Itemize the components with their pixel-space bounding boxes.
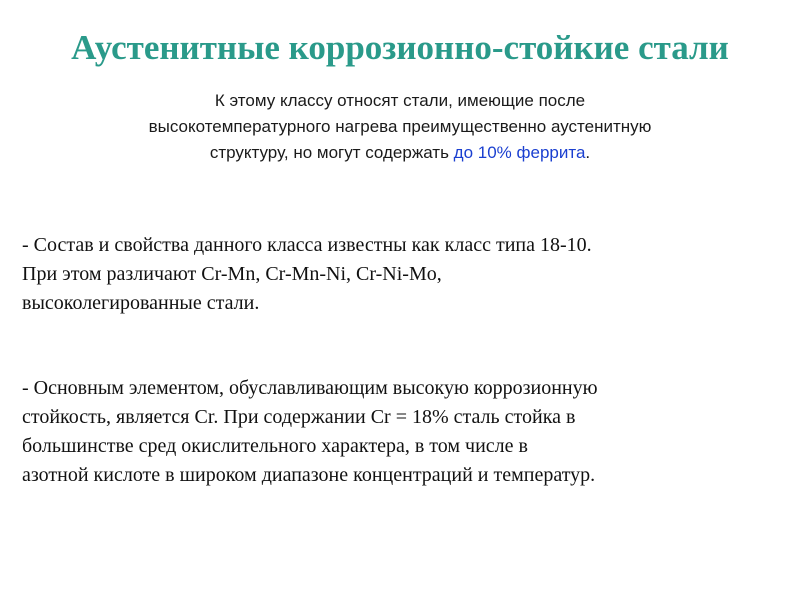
paragraph-line: При этом различают Cr-Mn, Cr-Mn-Ni, Cr-Ni-Mo, bbox=[22, 263, 442, 285]
intro-text bbox=[40, 88, 760, 166]
paragraph-line: - Основным элементом, обуславливающим высокую коррозионную bbox=[22, 377, 598, 399]
paragraph-line: высоколегированные стали. bbox=[22, 292, 260, 314]
intro-line bbox=[40, 140, 760, 166]
paragraph-line: большинстве сред окислительного характера, в том числе в bbox=[22, 435, 528, 457]
paragraph-line: стойкость, является Cr. При содержании Cr = 18% сталь стойка в bbox=[22, 406, 576, 428]
composition-paragraph bbox=[22, 231, 792, 318]
paragraph-line: - Состав и свойства данного класса известны как класс типа 18-10. bbox=[22, 234, 592, 256]
chromium-paragraph bbox=[22, 374, 792, 490]
ferrite-highlight: до 10% феррита bbox=[453, 143, 586, 162]
intro-line-end: . bbox=[585, 143, 591, 162]
intro-line: К этому классу относят стали, имеющие после bbox=[214, 91, 586, 110]
paragraph-line: азотной кислоте в широком диапазоне концентраций и температур. bbox=[22, 464, 596, 486]
intro-line-text: структуру, но могут содержать bbox=[209, 143, 454, 162]
intro-line: высокотемпературного нагрева преимущественно аустенитную bbox=[148, 117, 652, 136]
slide-title: Аустенитные коррозионно-стойкие стали bbox=[71, 28, 729, 67]
